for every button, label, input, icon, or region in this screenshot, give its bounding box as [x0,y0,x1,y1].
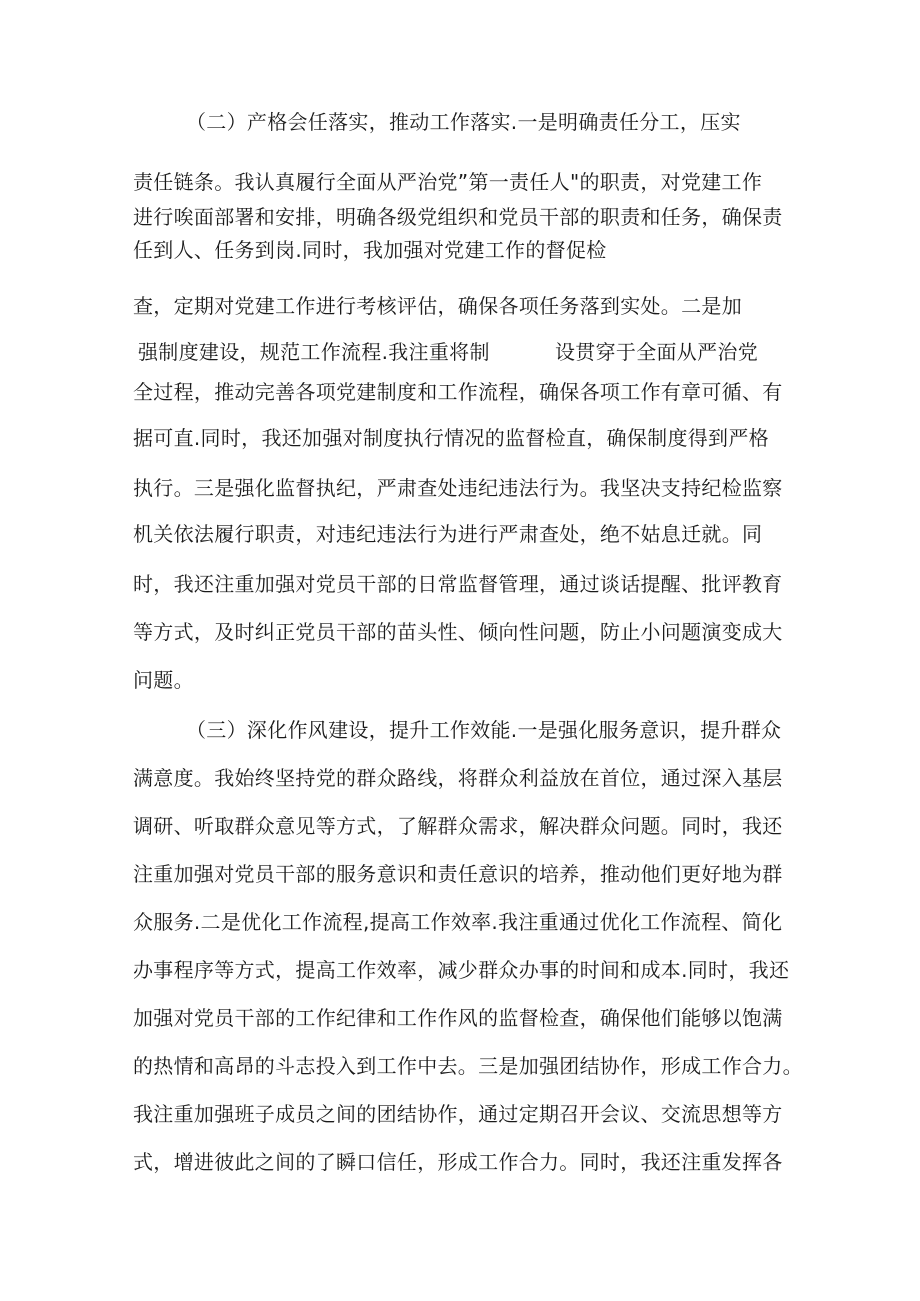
text-line: 时，我还注重加强对党员干部的日常监督管理，通过谈话提醒、批评教育 [133,572,783,596]
text-line: 据可直.同时，我还加强对制度执行情况的监督检直，确保制度得到严格 [133,426,769,450]
text-line: 设贯穿于全面从严治党 [555,340,758,364]
text-line: 等方式，及时纠正党员干部的苗头性、倾向性问题，防止小问题演变成大 [133,620,783,644]
text-line: 式，增进彼此之间的了瞬口信任，形成工作合力。同时，我还注重发挥各 [133,1150,783,1174]
text-line: 的热情和高昂的斗志投入到工作中去。三是加强团结协作，形成工作合力。 [133,1054,803,1078]
text-line: 进行唉面部署和安排，明确各级党组织和党员干部的职责和任务，确保责 [133,205,783,229]
text-line: （二）产格会任落实，推动工作落实.一是明确责任分工，压实 [186,110,741,134]
text-line: 加强对党员干部的工作纪律和工作作风的监督检查，确保他们能够以饱满 [133,1006,783,1030]
text-line: 问题。 [133,668,194,692]
text-line: 我注重加强班子成员之间的团结协作，通过定期召开会议、交流思想等方 [133,1102,783,1126]
text-line: （三）深化作风建设，提升工作效能.一是强化服务意识，提升群众 [186,718,782,742]
text-line: 执行。三是强化监督执纪，严肃查处违纪违法行为。我坚决支持纪检监察 [133,476,783,500]
text-line: 责任链条。我认真履行全面从严治党”第一责任人"的职责，对党建工作 [133,170,763,194]
text-line: 全过程，推动完善各项党建制度和工作流程，确保各项工作有章可循、有 [133,380,783,404]
text-line: 调研、听取群众意见等方式，了解群众需求，解决群众问题。同时，我还 [133,814,783,838]
text-line: 任到人、任务到岗.同时，我加强对党建工作的督促检 [133,238,607,262]
text-line: 办事程序等方式，提高工作效率，减少群众办事的时间和成本.同时，我还 [133,958,790,982]
text-line: 众服务.二是优化工作流程,提高工作效率.我注重通过优化工作流程、简化 [133,910,783,934]
text-line: 注重加强对党员干部的服务意识和责任意识的培养，推动他们更好地为群 [133,862,783,886]
text-line: 查，定期对党建工作进行考核评估，确保各项任务落到实处。二是加 [133,294,742,318]
text-line: 满意度。我始终坚持党的群众路线，将群众利益放在首位，通过深入基层 [133,766,783,790]
text-line: 强制度建设，规范工作流程.我注重将制 [138,340,490,364]
text-line: 机关依法履行职责，对违纪违法行为进行严肃查处，绝不姑息迁就。同 [133,522,763,546]
